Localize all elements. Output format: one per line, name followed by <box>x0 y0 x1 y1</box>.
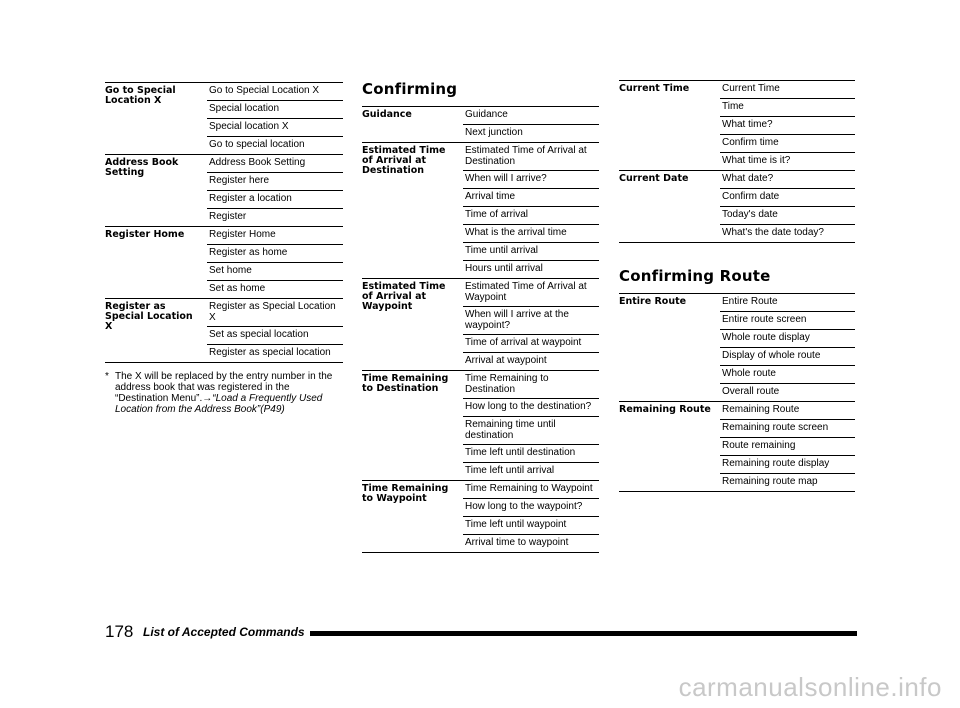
command-category: Guidance <box>362 107 463 143</box>
watermark: carmanualsonline.info <box>678 672 942 702</box>
command-phrase: Register a location <box>207 191 343 209</box>
table-row <box>619 171 855 189</box>
command-phrase: Whole route <box>720 366 855 384</box>
column-right <box>619 80 855 492</box>
command-category: Estimated Time of Arrival at Waypoint <box>362 279 463 371</box>
command-phrase: What is the arrival time <box>463 225 599 243</box>
footer-rule <box>310 631 857 636</box>
command-phrase: What time is it? <box>720 153 855 171</box>
command-phrase: Set as home <box>207 281 343 299</box>
command-phrase: How long to the destination? <box>463 399 599 417</box>
command-phrase: Today's date <box>720 207 855 225</box>
command-phrase: Time left until arrival <box>463 463 599 481</box>
table-row <box>619 402 855 420</box>
command-phrase: Entire route screen <box>720 312 855 330</box>
command-category: Time Remaining to Destination <box>362 371 463 481</box>
table-row <box>362 107 599 125</box>
command-phrase: Arrival time <box>463 189 599 207</box>
command-phrase: Set home <box>207 263 343 281</box>
command-phrase: Confirm date <box>720 189 855 207</box>
command-table-confirming <box>362 106 599 553</box>
command-phrase: Remaining route screen <box>720 420 855 438</box>
command-table-route <box>619 293 855 492</box>
command-phrase: Time Remaining to Destination <box>463 371 599 399</box>
command-phrase: Route remaining <box>720 438 855 456</box>
command-phrase: When will I arrive? <box>463 171 599 189</box>
column-left <box>105 82 343 415</box>
command-phrase: Display of whole route <box>720 348 855 366</box>
command-phrase: Register as home <box>207 245 343 263</box>
footnote <box>105 371 343 415</box>
command-phrase: Go to special location <box>207 137 343 155</box>
page-number: 178 <box>105 622 134 641</box>
command-phrase: Time until arrival <box>463 243 599 261</box>
command-phrase: How long to the waypoint? <box>463 499 599 517</box>
table-row <box>105 299 343 327</box>
table-row <box>362 371 599 399</box>
command-phrase: Current Time <box>720 81 855 99</box>
command-category: Register Home <box>105 227 207 299</box>
command-phrase: What date? <box>720 171 855 189</box>
command-phrase: Register as special location <box>207 345 343 363</box>
command-phrase: Go to Special Location X <box>207 83 343 101</box>
page-footer <box>105 622 857 642</box>
command-phrase: Remaining route display <box>720 456 855 474</box>
command-phrase: Set as special location <box>207 327 343 345</box>
command-phrase: Estimated Time of Arrival at Waypoint <box>463 279 599 307</box>
command-phrase: Remaining Route <box>720 402 855 420</box>
table-row <box>105 155 343 173</box>
footnote-text: The X will be replaced by the entry number in the address book that was registered in the “Destination Menu”. <box>115 371 333 404</box>
footnote-body <box>115 371 343 415</box>
command-phrase: Register <box>207 209 343 227</box>
command-phrase: Time Remaining to Waypoint <box>463 481 599 499</box>
table-row <box>362 481 599 499</box>
command-phrase: Confirm time <box>720 135 855 153</box>
table-row <box>105 83 343 101</box>
section-title-confirming: Confirming <box>362 80 458 98</box>
command-phrase: Hours until arrival <box>463 261 599 279</box>
command-phrase: Guidance <box>463 107 599 125</box>
command-category: Estimated Time of Arrival at Destination <box>362 143 463 279</box>
section-title-confirming-route: Confirming Route <box>619 267 771 285</box>
table-row <box>362 143 599 171</box>
command-phrase: Entire Route <box>720 294 855 312</box>
command-phrase: Address Book Setting <box>207 155 343 173</box>
command-phrase: When will I arrive at the waypoint? <box>463 307 599 335</box>
command-phrase: Time of arrival at waypoint <box>463 335 599 353</box>
command-phrase: Arrival time to waypoint <box>463 535 599 553</box>
footer-title: List of Accepted Commands <box>143 625 305 639</box>
command-phrase: Register as Special Location X <box>207 299 343 327</box>
command-table-navigation <box>105 82 343 363</box>
command-category: Entire Route <box>619 294 720 402</box>
command-phrase: What time? <box>720 117 855 135</box>
footnote-marker: * <box>105 371 109 382</box>
command-category: Current Time <box>619 81 720 171</box>
command-category: Remaining Route <box>619 402 720 492</box>
command-category: Address Book Setting <box>105 155 207 227</box>
command-table-time-date <box>619 80 855 243</box>
table-row <box>619 81 855 99</box>
arrow-icon: → <box>202 393 213 404</box>
command-phrase: Time left until destination <box>463 445 599 463</box>
command-phrase: What's the date today? <box>720 225 855 243</box>
command-phrase: Arrival at waypoint <box>463 353 599 371</box>
table-row <box>619 294 855 312</box>
command-phrase: Time left until waypoint <box>463 517 599 535</box>
command-phrase: Time of arrival <box>463 207 599 225</box>
command-phrase: Overall route <box>720 384 855 402</box>
command-category: Go to Special Location X <box>105 83 207 155</box>
command-phrase: Special location X <box>207 119 343 137</box>
command-phrase: Next junction <box>463 125 599 143</box>
command-category: Current Date <box>619 171 720 243</box>
footnote-reference[interactable]: “Load a Frequently Used Location from the Address Book”(P49) <box>115 393 323 415</box>
command-phrase: Register Home <box>207 227 343 245</box>
command-phrase: Special location <box>207 101 343 119</box>
column-middle <box>362 80 599 553</box>
command-category: Time Remaining to Waypoint <box>362 481 463 553</box>
command-phrase: Register here <box>207 173 343 191</box>
command-phrase: Remaining route map <box>720 474 855 492</box>
command-phrase: Remaining time until destination <box>463 417 599 445</box>
table-row <box>362 279 599 307</box>
command-phrase: Estimated Time of Arrival at Destination <box>463 143 599 171</box>
command-phrase: Time <box>720 99 855 117</box>
command-category: Register as Special Location X <box>105 299 207 363</box>
command-phrase: Whole route display <box>720 330 855 348</box>
table-row <box>105 227 343 245</box>
